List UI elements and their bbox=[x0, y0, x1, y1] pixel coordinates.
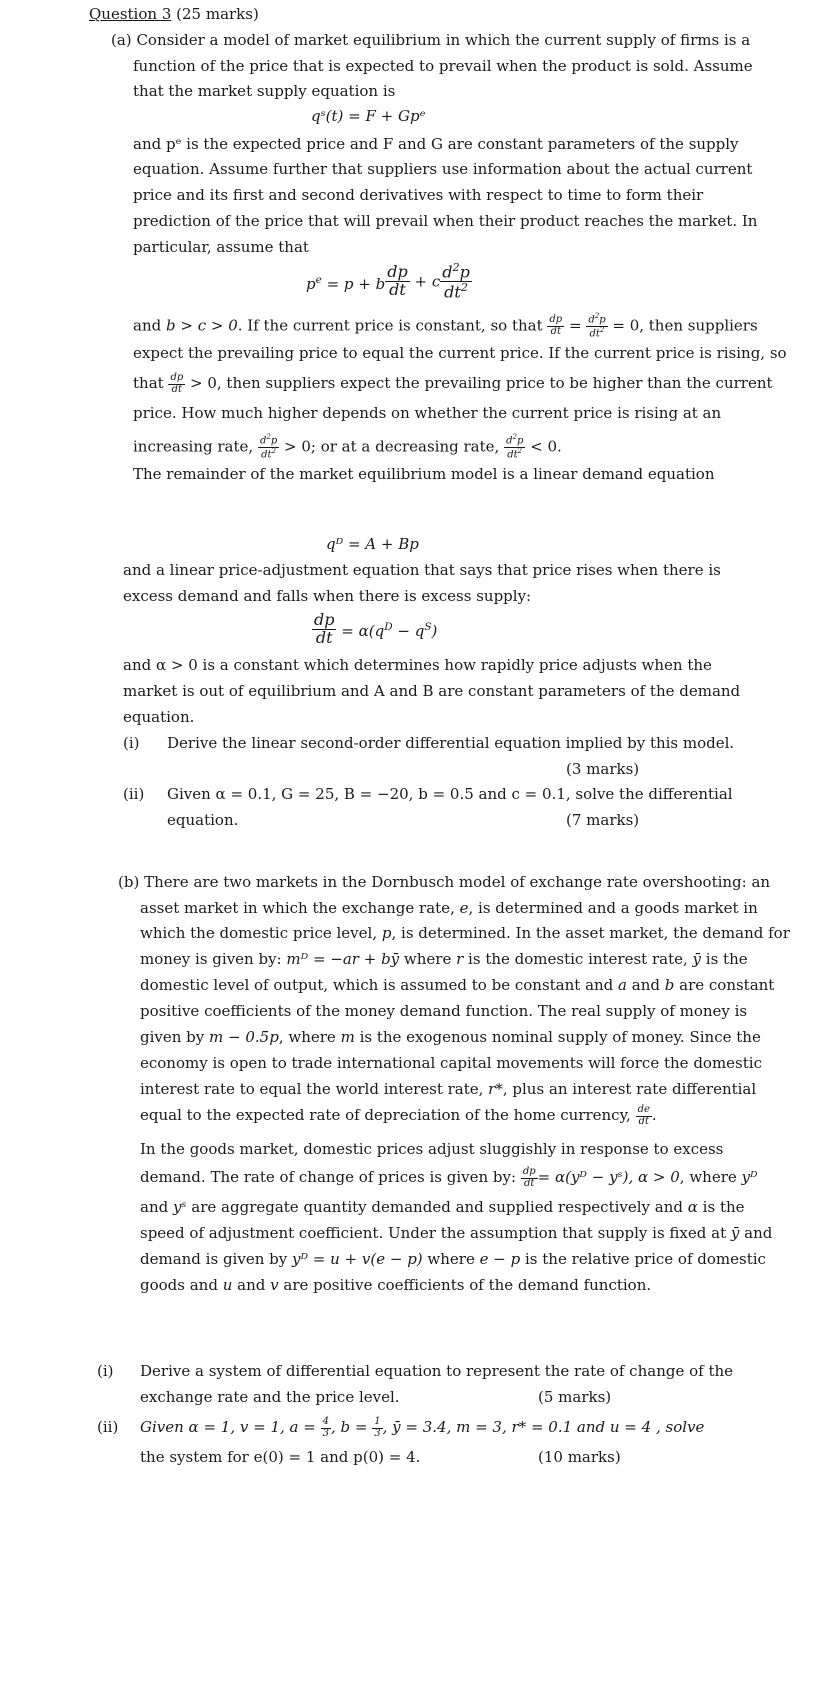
equation-supply: qˢ(t) = F + Gpᵉ bbox=[311, 107, 426, 125]
part-a-sub-i-text: Derive the linear second-order differential equation implied by this model. bbox=[167, 734, 735, 752]
part-b-sub-i-marks: (5 marks) bbox=[538, 1388, 612, 1406]
question-title: Question 3 bbox=[89, 5, 172, 23]
part-a-text2-3: price and its first and second derivatives with respect to time to form their bbox=[133, 186, 704, 204]
part-a-sub-ii-text: Given α = 0.1, G = 25, B = −20, b = 0.5 and c = 0.1, solve the differential bbox=[167, 785, 733, 803]
text-lt-zero: < 0. bbox=[525, 437, 562, 456]
math-b-gt-c: b > c > 0 bbox=[165, 316, 238, 335]
part-b-text-1: There are two markets in the Dornbusch model of exchange rate overshooting: an bbox=[144, 873, 771, 891]
math-b: b bbox=[664, 976, 675, 994]
frac-de-dt: $\frac{de}{dt}$ bbox=[637, 1104, 650, 1127]
part-a-text3-5 bbox=[133, 434, 562, 461]
frac-one-third: $\frac{1}{3}$ bbox=[374, 1416, 381, 1439]
part-a-text2-1: and pᵉ is the expected price and F and G are constant parameters of the supply bbox=[133, 135, 739, 153]
part-b-line-12: demand. The rate of change of prices is given by: $\frac{dp}{dt}$ = α(yᴰ − yˢ), α > 0, where yᴰ bbox=[140, 1166, 758, 1189]
part-b-line-4: money is given by: mᴰ = −ar + bȳ where r is the domestic interest rate, ȳ is the bbox=[140, 950, 748, 968]
math-alpha: α bbox=[687, 1198, 698, 1216]
part-b-line-2: asset market in which the exchange rate, e, is determined and a goods market in bbox=[140, 899, 758, 917]
part-a-sub-ii-label: (ii) bbox=[123, 785, 145, 803]
part-b-line-16: goods and u and v are positive coefficients of the demand function. bbox=[140, 1276, 652, 1294]
text-then-suppliers: = 0, then suppliers bbox=[607, 316, 758, 335]
math-a: a bbox=[618, 976, 627, 994]
part-a-text3-4: price. How much higher depends on whether the current price is rising at an bbox=[133, 404, 722, 422]
part-b-sub-ii-label: (ii) bbox=[97, 1418, 119, 1436]
part-b-line-7: given by m − 0.5p, where m is the exogenous nominal supply of money. Since the bbox=[140, 1028, 761, 1046]
part-b-line-10: equal to the expected rate of depreciation of the home currency, $\frac{de}{dt}$ . bbox=[140, 1104, 657, 1127]
part-b-line-5: domestic level of output, which is assumed to be constant and a and b are constant bbox=[140, 976, 775, 994]
math-u: u bbox=[222, 1276, 233, 1294]
part-a-text3-6: The remainder of the market equilibrium model is a linear demand equation bbox=[133, 465, 715, 483]
part-b-sub-ii-text: Given α = 1, v = 1, a = $\frac{4}{3}$ , b = $\frac{1}{3}$ , ȳ = 3.4, m = 3, r* = 0.1 and u = 4 , solve bbox=[140, 1416, 705, 1439]
equation-price-adjustment: $\frac{dp}{dt}$ = $\alpha(q^D - q^S)$ bbox=[314, 610, 438, 647]
equation-expected-price: $p^e = p + b$ $\frac{dp}{dt}$ + c $\frac{d^2p}{dt^2}$ bbox=[306, 261, 470, 302]
part-b-line-8: economy is open to trade international capital movements will force the domestic bbox=[140, 1054, 762, 1072]
part-a-text4-2: excess demand and falls when there is excess supply: bbox=[123, 587, 532, 605]
frac-d2p-inline: $\frac{d^2p}{dt^2}$ bbox=[588, 312, 606, 340]
part-a-intro-1: Consider a model of market equilibrium in which the current supply of firms is a bbox=[136, 31, 751, 49]
frac-four-thirds: $\frac{4}{3}$ bbox=[322, 1416, 329, 1439]
part-a-text5-3: equation. bbox=[123, 708, 195, 726]
part-b-line-6: positive coefficients of the money demand function. The real supply of money is bbox=[140, 1002, 748, 1020]
part-a-text5-1: and α > 0 is a constant which determines how rapidly price adjusts when the bbox=[123, 656, 712, 674]
part-a-text3-1: and b > c > 0. If the current price is constant, so that $\frac{dp}{dt}$ = $\frac{d^2p}{dt^2}$ = 0, then suppliers bbox=[133, 312, 758, 340]
math-yD: yᴰ bbox=[741, 1168, 758, 1186]
part-a-sub-ii-text2: equation. bbox=[167, 811, 239, 829]
frac-dp-dt-inline: $\frac{dp}{dt}$ bbox=[549, 314, 563, 337]
part-b-line-9: interest rate to equal the world interest rate, r*, plus an interest rate differential bbox=[140, 1080, 757, 1098]
frac-dp-dt-goods: $\frac{dp}{dt}$ bbox=[522, 1166, 536, 1189]
text-decreasing-rate: > 0; or at a decreasing rate, bbox=[279, 437, 505, 456]
part-b-line-13: and yˢ are aggregate quantity demanded and supplied respectively and α is the bbox=[140, 1198, 745, 1216]
part-b-sub-ii-text2: the system for e(0) = 1 and p(0) = 4. bbox=[140, 1448, 421, 1466]
text-suppliers-higher: > 0, then suppliers expect the prevailing price to be higher than the current bbox=[185, 374, 773, 392]
part-a-intro-2: function of the price that is expected to prevail when the product is sold. Assume bbox=[133, 57, 753, 75]
part-b-line-14: speed of adjustment coefficient. Under the assumption that supply is fixed at ȳ and bbox=[140, 1224, 773, 1242]
part-b-sub-i-text2: exchange rate and the price level. bbox=[140, 1388, 400, 1406]
part-b-line-11: In the goods market, domestic prices adjust sluggishly in response to excess bbox=[140, 1140, 724, 1158]
math-r-star: r* bbox=[488, 1080, 503, 1098]
part-a-sub-ii-marks: (7 marks) bbox=[566, 811, 640, 829]
frac-d2p-increasing: $\frac{d^2p}{dt^2}$ bbox=[259, 433, 278, 461]
frac-dp-dt-rising: $\frac{dp}{dt}$ bbox=[170, 372, 184, 395]
text-that: that bbox=[133, 374, 169, 392]
part-a-text3-3 bbox=[133, 373, 773, 395]
text-increasing-rate: increasing rate, bbox=[133, 437, 258, 456]
part-b-line-15: demand is given by yᴰ = u + v(e − p) where e − p is the relative price of domestic bbox=[140, 1250, 766, 1268]
part-a-text2-4: prediction of the price that will prevail when their product reaches the market. In bbox=[133, 212, 758, 230]
math-money-supply: m − 0.5p bbox=[209, 1028, 279, 1046]
frac-d2p-decreasing: $\frac{d^2p}{dt^2}$ bbox=[506, 433, 524, 461]
math-price-adjust: = α(yᴰ − yˢ), α > 0 bbox=[537, 1168, 680, 1186]
math-e: e bbox=[459, 899, 469, 917]
part-a-text4-1: and a linear price-adjustment equation that says that price rises when there is bbox=[123, 561, 721, 579]
frac-dp-dt: $\frac{dp}{dt}$ bbox=[387, 262, 408, 300]
text-constant: . If the current price is constant, so that bbox=[237, 316, 548, 335]
frac-d2p-dt2: $\frac{d^2p}{dt^2}$ bbox=[442, 261, 470, 302]
part-a-label: (a) bbox=[111, 31, 132, 49]
text-and: and bbox=[133, 316, 166, 335]
part-a-sub-i-marks: (3 marks) bbox=[566, 760, 640, 778]
math-money-demand: mᴰ = −ar + bȳ bbox=[286, 950, 400, 968]
part-b-line-1 bbox=[118, 872, 770, 892]
part-a-text2-5: particular, assume that bbox=[133, 238, 309, 256]
math-v: v bbox=[270, 1276, 279, 1294]
math-m: m bbox=[340, 1028, 355, 1046]
part-a-intro-3: that the market supply equation is bbox=[133, 82, 396, 100]
math-demand: yᴰ = u + v(e − p) bbox=[291, 1250, 423, 1268]
part-a-line-1 bbox=[111, 30, 750, 50]
part-b-label: (b) bbox=[118, 873, 140, 891]
part-b-sub-i-label: (i) bbox=[97, 1362, 114, 1380]
part-b-sub-ii-marks: (10 marks) bbox=[538, 1448, 621, 1466]
part-b-sub-i-text: Derive a system of differential equation to represent the rate of change of the bbox=[140, 1362, 734, 1380]
math-ybar: ȳ bbox=[692, 950, 702, 968]
part-a-sub-i-label: (i) bbox=[123, 734, 140, 752]
question-marks: (25 marks) bbox=[171, 5, 259, 23]
equation-demand: qᴰ = A + Bp bbox=[326, 535, 419, 553]
part-b-line-3: which the domestic price level, p, is determined. In the asset market, the demand for bbox=[140, 924, 790, 942]
math-e-minus-p: e − p bbox=[479, 1250, 521, 1268]
part-a-text5-2: market is out of equilibrium and A and B are constant parameters of the demand bbox=[123, 682, 741, 700]
question-header bbox=[89, 4, 259, 24]
math-r: r bbox=[456, 950, 464, 968]
part-a-text2-2: equation. Assume further that suppliers use information about the actual current bbox=[133, 160, 753, 178]
frac-dp-dt-adjust: $\frac{dp}{dt}$ bbox=[314, 610, 335, 647]
math-yS: yˢ bbox=[172, 1198, 187, 1216]
part-a-text3-2: expect the prevailing price to equal the current price. If the current price is rising, so bbox=[133, 344, 787, 362]
math-p: p bbox=[381, 924, 392, 942]
